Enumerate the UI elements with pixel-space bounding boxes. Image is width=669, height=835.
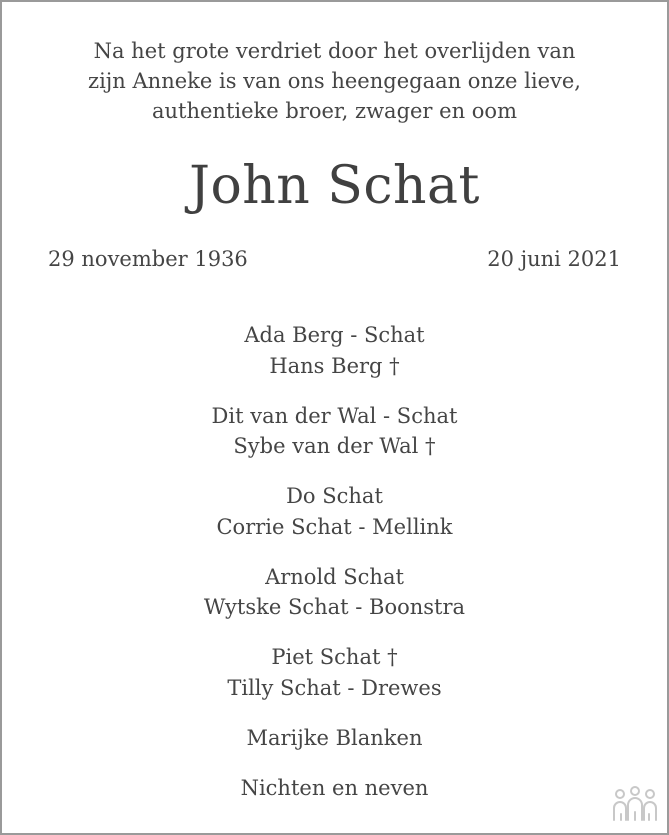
relative-name: Piet Schat † xyxy=(271,645,398,669)
relative-name: Corrie Schat - Mellink xyxy=(216,514,453,539)
relative-name: Do Schat xyxy=(286,484,383,508)
relative-group xyxy=(2,401,667,462)
relative-name: Hans Berg † xyxy=(269,353,400,378)
relative-name: Nichten en neven xyxy=(240,775,429,800)
relative-group xyxy=(2,481,667,542)
death-date: 20 juni 2021 xyxy=(487,247,621,271)
relative-group xyxy=(2,773,667,804)
relative-name: Tilly Schat - Drewes xyxy=(227,675,442,700)
deceased-name: John Schat xyxy=(189,156,480,216)
relative-group xyxy=(2,320,667,381)
relative-name: Wytske Schat - Boonstra xyxy=(203,595,466,619)
relative-name: Sybe van der Wal † xyxy=(233,434,436,458)
family-people-icon xyxy=(611,784,659,828)
relative-group xyxy=(2,723,667,754)
relatives-list xyxy=(2,320,667,823)
intro-text xyxy=(2,36,667,126)
relative-name: Ada Berg - Schat xyxy=(244,323,425,347)
relative-group xyxy=(2,562,667,623)
family-people-icon-graphic xyxy=(611,784,659,824)
relative-name: Dit van der Wal - Schat xyxy=(211,403,458,428)
relative-name: Arnold Schat xyxy=(265,564,404,589)
intro-line: Na het grote verdriet door het overlijden van xyxy=(93,39,576,63)
birth-date: 29 november 1936 xyxy=(48,247,248,271)
relative-name: Marijke Blanken xyxy=(246,725,423,750)
intro-line: authentieke broer, zwager en oom xyxy=(152,99,517,123)
relative-group xyxy=(2,642,667,703)
intro-line: zijn Anneke is van ons heengegaan onze lieve, xyxy=(88,69,581,93)
